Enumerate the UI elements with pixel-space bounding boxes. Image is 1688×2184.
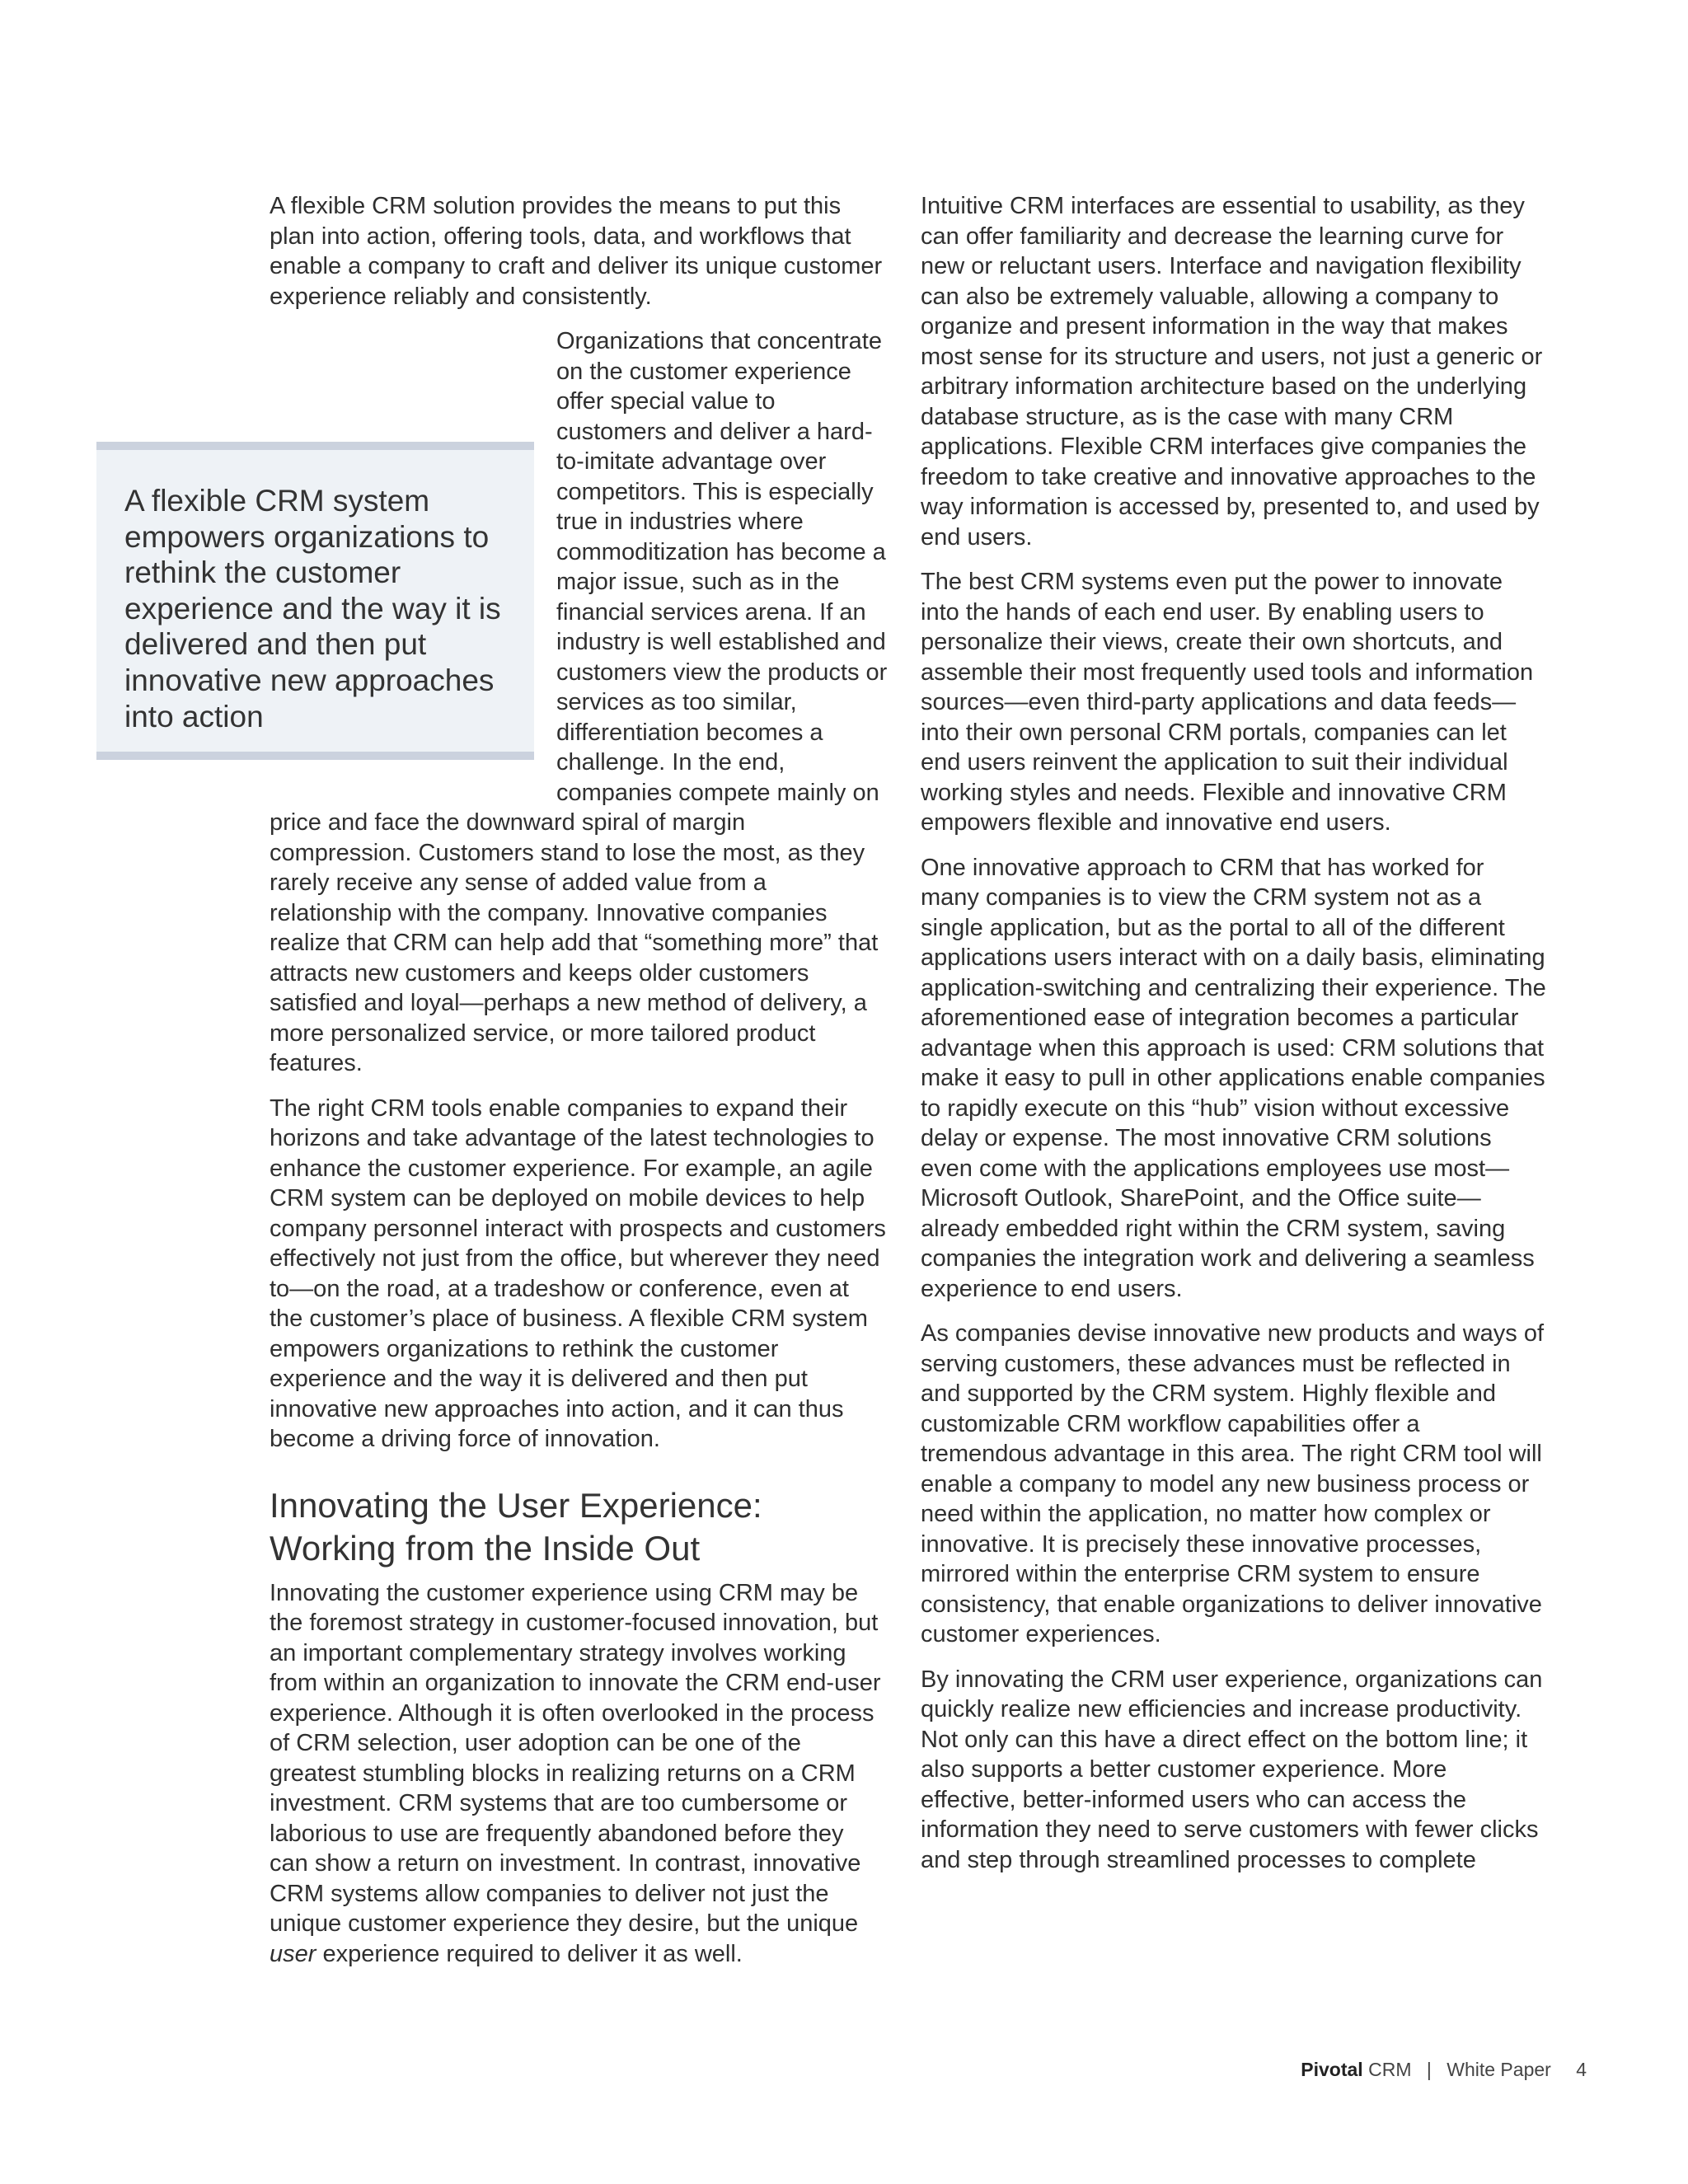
right-paragraph-3: One innovative approach to CRM that has worked for many companies is to view the CRM system not as a single application, but as the portal to all of the different applications users interact with on a daily basis, eliminating application-switching and centralizing their experience. The aforementioned ease of integration becomes a particular advantage when this approach is used: CRM solutions that make it easy to pull in other applications enable companies to rapidly execute on this “hub” vision without excessive delay or expense. The most innovative CRM solutions even come with the applications employees use most—Microsoft Outlook, SharePoint, and the Office suite—already embedded right within the CRM system, saving companies the integration work and delivering a seamless experience to end users. — [921, 854, 1546, 1302]
left-paragraph-4-end: experience required to deliver it as well. — [322, 1940, 743, 1967]
footer-separator: | — [1426, 2059, 1432, 2080]
left-paragraph-1: A flexible CRM solution provides the means to put this plan into action, offering tools, data, and workflows that enable a company to craft and deliver its unique customer experience reliably and consistently. — [270, 193, 883, 310]
left-paragraph-2-text: Organizations that concentrate on the customer experience offer special value to customers and deliver a hard-to-imitate advantage over competitors. This is especially true in industries where commoditization has become a major issue, such as in the financial services arena. If an industry is well established and customers view the products or services as too similar, differentiation becomes a challenge. In the end, companies compete mainly on price and face the downward spiral of margin compression. Customers stand to lose the most, as they rarely receive any sense of added value from a relationship with the company. Innovative companies realize that CRM can help add that “something more” that attracts new customers and keeps older customers satisfied and loyal—perhaps a new method of delivery, a more personalized service, or more tailored product features. — [270, 328, 888, 1076]
right-paragraph-5: By innovating the CRM user experience, organizations can quickly realize new efficiencies and increase productivity. Not only can this have a direct effect on the bottom line; it also supports a better customer experience. More effective, better-informed users who can access the information they need to serve customers with fewer clicks and step through streamlined processes to complete — [921, 1666, 1543, 1873]
footer-brand: Pivotal — [1301, 2059, 1363, 2080]
section-heading-line-2: Working from the Inside Out — [270, 1528, 701, 1568]
left-paragraph-4 — [270, 1578, 888, 1970]
footer-doc-type: White Paper — [1447, 2059, 1551, 2080]
pull-quote-text: A flexible CRM system empowers organizations to rethink the customer experience and the way it is delivered and then put innovative new approaches into action — [124, 484, 501, 733]
section-heading — [270, 1484, 888, 1570]
footer-product: CRM — [1368, 2059, 1412, 2080]
page-footer — [1301, 2059, 1587, 2081]
left-paragraph-4-emphasis: user — [270, 1940, 316, 1967]
page-number: 4 — [1576, 2059, 1587, 2080]
right-paragraph-2: The best CRM systems even put the power to innovate into the hands of each end user. By enabling users to personalize their views, create their own shortcuts, and assemble their most frequently used tools and information sources—even third-party applications and data feeds—into their own personal CRM portals, companies can let end users reinvent the application to suit their individual working styles and needs. Flexible and innovative CRM empowers flexible and innovative end users. — [921, 569, 1534, 836]
section-heading-line-1: Innovating the User Experience: — [270, 1485, 762, 1525]
right-column — [921, 191, 1547, 1890]
right-paragraph-1: Intuitive CRM interfaces are essential to usability, as they can offer familiarity and decrease the learning curve for new or reluctant users. Interface and navigation flexibility can also be extremely valuable, allowing a company to organize and present information in the way that makes most sense for its structure and users, not just a generic or arbitrary information architecture based on the underlying database structure, as is the case with many CRM applications. Flexible CRM interfaces give companies the freedom to take creative and innovative approaches to the way information is accessed by, presented to, and used by end users. — [921, 193, 1543, 551]
left-paragraph-3: The right CRM tools enable companies to expand their horizons and take advantage of the latest technologies to enhance the customer experience. For example, an agile CRM system can be deployed on mobile devices to help company personnel interact with prospects and customers effectively not just from the office, but wherever they need to—on the road, at a tradeshow or conference, even at the customer’s place of business. A flexible CRM system empowers organizations to rethink the customer experience and the way it is delivered and then put innovative new approaches into action, and it can thus become a driving force of innovation. — [270, 1094, 886, 1452]
pull-quote-box — [96, 442, 534, 760]
left-paragraph-4-main: Innovating the customer experience using CRM may be the foremost strategy in customer-focused innovation, but an important complementary strategy involves working from within an organization to innovate the CRM end-user experience. Although it is often overlooked in the process of CRM selection, user adoption can be one of the greatest stumbling blocks in realizing returns on a CRM investment. CRM systems that are too cumbersome or laborious to use are frequently abandoned before they can show a return on investment. In contrast, innovative CRM systems allow companies to deliver not just the unique customer experience they desire, but the unique — [270, 1579, 881, 1937]
right-paragraph-4: As companies devise innovative new products and ways of serving customers, these advances must be reflected in and supported by the CRM system. Highly flexible and customizable CRM workflow capabilities offer a tremendous advantage in this area. The right CRM tool will enable a company to model any new business process or need within the application, no matter how complex or innovative. It is precisely these innovative processes, mirrored within the enterprise CRM system to ensure consistency, that enable organizations to deliver innovative customer experiences. — [921, 1320, 1545, 1647]
